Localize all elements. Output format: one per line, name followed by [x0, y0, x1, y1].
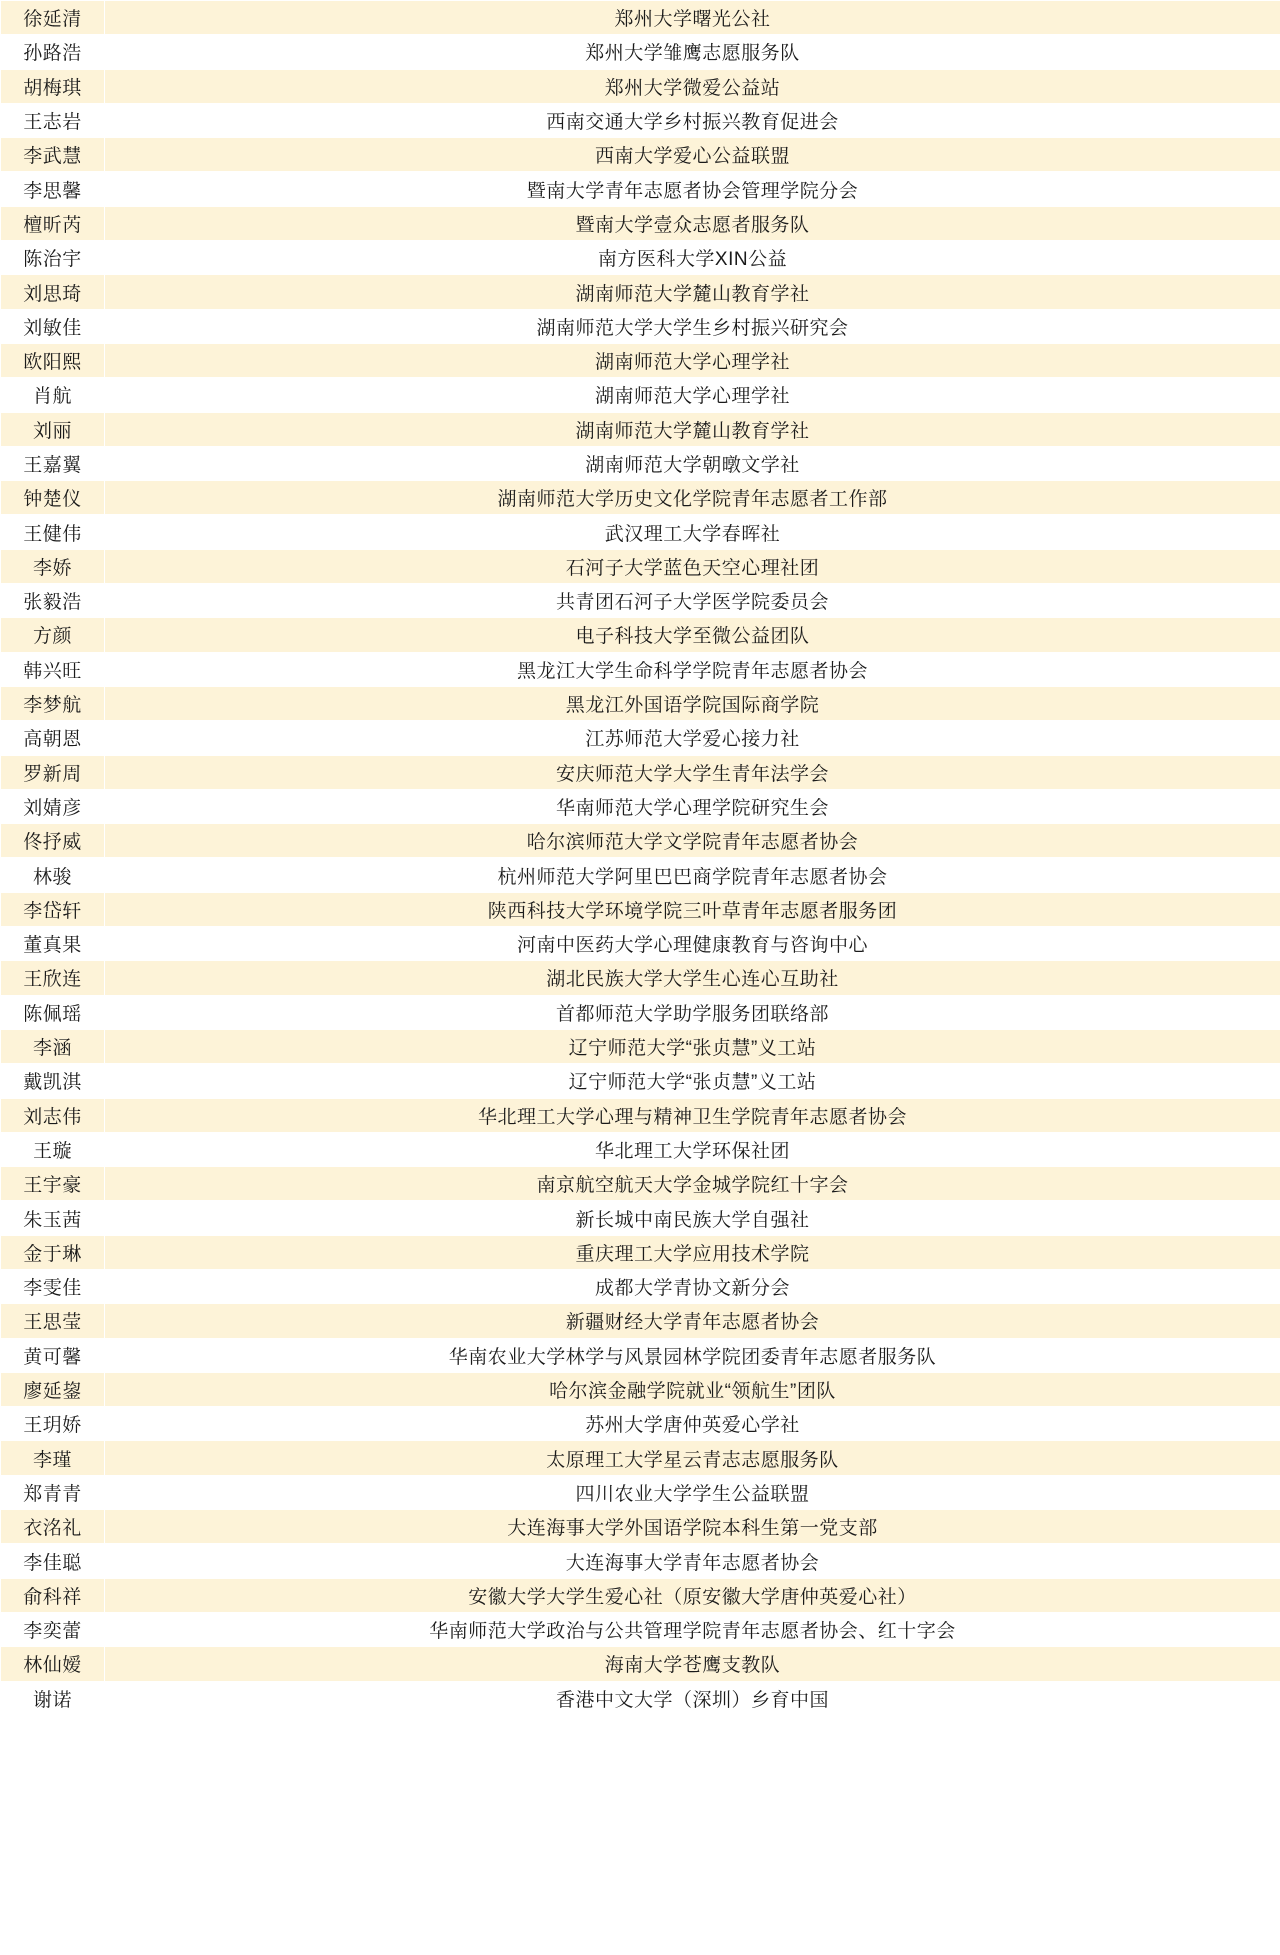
table-row — [1, 241, 1280, 275]
table-row — [1, 892, 1280, 926]
cell-organization-name: 西南交通大学乡村振兴教育促进会 — [105, 103, 1280, 137]
cell-person-name: 佟抒威 — [1, 824, 105, 858]
cell-person-name: 王玥娇 — [1, 1407, 105, 1441]
cell-person-name: 李娇 — [1, 549, 105, 583]
cell-organization-name: 成都大学青协文新分会 — [105, 1269, 1280, 1303]
table-row — [1, 1338, 1280, 1372]
cell-person-name: 郑青青 — [1, 1475, 105, 1509]
cell-person-name: 谢诺 — [1, 1681, 105, 1715]
table-row — [1, 618, 1280, 652]
cell-organization-name: 西南大学爱心公益联盟 — [105, 138, 1280, 172]
table-row — [1, 995, 1280, 1029]
cell-person-name: 钟楚仪 — [1, 481, 105, 515]
cell-person-name: 陈佩瑶 — [1, 995, 105, 1029]
table-row — [1, 103, 1280, 137]
cell-organization-name: 香港中文大学（深圳）乡育中国 — [105, 1681, 1280, 1715]
table-row — [1, 1647, 1280, 1681]
table-row — [1, 858, 1280, 892]
table-row — [1, 275, 1280, 309]
cell-person-name: 董真果 — [1, 927, 105, 961]
table-row — [1, 1098, 1280, 1132]
table-row — [1, 138, 1280, 172]
cell-organization-name: 江苏师范大学爱心接力社 — [105, 721, 1280, 755]
cell-person-name: 徐延清 — [1, 1, 105, 35]
cell-organization-name: 哈尔滨师范大学文学院青年志愿者协会 — [105, 824, 1280, 858]
cell-organization-name: 重庆理工大学应用技术学院 — [105, 1235, 1280, 1269]
cell-person-name: 林骏 — [1, 858, 105, 892]
cell-person-name: 韩兴旺 — [1, 652, 105, 686]
table-row — [1, 1029, 1280, 1063]
table-row — [1, 1372, 1280, 1406]
cell-person-name: 刘丽 — [1, 412, 105, 446]
cell-organization-name: 辽宁师范大学“张贞慧”义工站 — [105, 1064, 1280, 1098]
cell-organization-name: 哈尔滨金融学院就业“领航生”团队 — [105, 1372, 1280, 1406]
cell-person-name: 李梦航 — [1, 686, 105, 720]
cell-person-name: 李思馨 — [1, 172, 105, 206]
cell-person-name: 衣洺礼 — [1, 1510, 105, 1544]
table-row — [1, 721, 1280, 755]
cell-organization-name: 黑龙江外国语学院国际商学院 — [105, 686, 1280, 720]
cell-organization-name: 华南师范大学心理学院研究生会 — [105, 789, 1280, 823]
table-row — [1, 35, 1280, 69]
cell-person-name: 胡梅琪 — [1, 69, 105, 103]
table-row — [1, 1235, 1280, 1269]
table-row — [1, 309, 1280, 343]
cell-person-name: 金于琳 — [1, 1235, 105, 1269]
cell-organization-name: 共青团石河子大学医学院委员会 — [105, 584, 1280, 618]
cell-organization-name: 湖南师范大学大学生乡村振兴研究会 — [105, 309, 1280, 343]
table-row — [1, 481, 1280, 515]
cell-organization-name: 湖南师范大学麓山教育学社 — [105, 275, 1280, 309]
cell-organization-name: 石河子大学蓝色天空心理社团 — [105, 549, 1280, 583]
cell-person-name: 刘志伟 — [1, 1098, 105, 1132]
table-row — [1, 1167, 1280, 1201]
cell-organization-name: 湖南师范大学心理学社 — [105, 378, 1280, 412]
table-row — [1, 1269, 1280, 1303]
table-row — [1, 1681, 1280, 1715]
table-row — [1, 1132, 1280, 1166]
table-row — [1, 343, 1280, 377]
cell-person-name: 刘敏佳 — [1, 309, 105, 343]
table-row — [1, 1, 1280, 35]
cell-person-name: 张毅浩 — [1, 584, 105, 618]
cell-organization-name: 湖南师范大学朝暾文学社 — [105, 446, 1280, 480]
cell-organization-name: 新长城中南民族大学自强社 — [105, 1201, 1280, 1235]
cell-organization-name: 华北理工大学心理与精神卫生学院青年志愿者协会 — [105, 1098, 1280, 1132]
cell-person-name: 刘思琦 — [1, 275, 105, 309]
table-row — [1, 584, 1280, 618]
table-row — [1, 755, 1280, 789]
table-row — [1, 686, 1280, 720]
table-row — [1, 961, 1280, 995]
cell-person-name: 王健伟 — [1, 515, 105, 549]
table-row — [1, 824, 1280, 858]
table-row — [1, 172, 1280, 206]
cell-organization-name: 首都师范大学助学服务团联络部 — [105, 995, 1280, 1029]
cell-organization-name: 郑州大学曙光公社 — [105, 1, 1280, 35]
table-row — [1, 206, 1280, 240]
table-row — [1, 1544, 1280, 1578]
table-row — [1, 378, 1280, 412]
cell-organization-name: 新疆财经大学青年志愿者协会 — [105, 1304, 1280, 1338]
cell-organization-name: 南京航空航天大学金城学院红十字会 — [105, 1167, 1280, 1201]
table-row — [1, 1304, 1280, 1338]
cell-person-name: 李瑾 — [1, 1441, 105, 1475]
cell-person-name: 李佳聪 — [1, 1544, 105, 1578]
table-row — [1, 412, 1280, 446]
cell-person-name: 陈治宇 — [1, 241, 105, 275]
cell-organization-name: 安徽大学大学生爱心社（原安徽大学唐仲英爱心社） — [105, 1578, 1280, 1612]
cell-organization-name: 湖南师范大学心理学社 — [105, 343, 1280, 377]
cell-person-name: 高朝恩 — [1, 721, 105, 755]
cell-person-name: 方颜 — [1, 618, 105, 652]
cell-person-name: 朱玉茜 — [1, 1201, 105, 1235]
roster-table-body — [1, 1, 1280, 1716]
cell-person-name: 欧阳熙 — [1, 343, 105, 377]
table-row — [1, 1201, 1280, 1235]
table-row — [1, 69, 1280, 103]
cell-organization-name: 华南师范大学政治与公共管理学院青年志愿者协会、红十字会 — [105, 1612, 1280, 1646]
cell-person-name: 孙路浩 — [1, 35, 105, 69]
cell-person-name: 刘婧彦 — [1, 789, 105, 823]
table-row — [1, 1441, 1280, 1475]
cell-person-name: 王思莹 — [1, 1304, 105, 1338]
cell-person-name: 肖航 — [1, 378, 105, 412]
cell-organization-name: 郑州大学雏鹰志愿服务队 — [105, 35, 1280, 69]
cell-person-name: 俞科祥 — [1, 1578, 105, 1612]
table-row — [1, 515, 1280, 549]
cell-person-name: 王欣连 — [1, 961, 105, 995]
cell-person-name: 廖延鋆 — [1, 1372, 105, 1406]
cell-organization-name: 辽宁师范大学“张贞慧”义工站 — [105, 1029, 1280, 1063]
cell-organization-name: 湖北民族大学大学生心连心互助社 — [105, 961, 1280, 995]
cell-person-name: 王璇 — [1, 1132, 105, 1166]
cell-person-name: 王嘉翼 — [1, 446, 105, 480]
table-row — [1, 1612, 1280, 1646]
cell-person-name: 黄可馨 — [1, 1338, 105, 1372]
cell-organization-name: 黑龙江大学生命科学学院青年志愿者协会 — [105, 652, 1280, 686]
cell-organization-name: 武汉理工大学春晖社 — [105, 515, 1280, 549]
cell-organization-name: 南方医科大学XIN公益 — [105, 241, 1280, 275]
cell-organization-name: 华北理工大学环保社团 — [105, 1132, 1280, 1166]
table-row — [1, 549, 1280, 583]
cell-person-name: 王宇豪 — [1, 1167, 105, 1201]
cell-person-name: 林仙嫒 — [1, 1647, 105, 1681]
cell-person-name: 戴凯淇 — [1, 1064, 105, 1098]
cell-person-name: 李武慧 — [1, 138, 105, 172]
table-row — [1, 652, 1280, 686]
cell-organization-name: 陕西科技大学环境学院三叶草青年志愿者服务团 — [105, 892, 1280, 926]
cell-organization-name: 暨南大学青年志愿者协会管理学院分会 — [105, 172, 1280, 206]
table-row — [1, 789, 1280, 823]
cell-organization-name: 电子科技大学至微公益团队 — [105, 618, 1280, 652]
cell-person-name: 王志岩 — [1, 103, 105, 137]
table-row — [1, 1064, 1280, 1098]
cell-organization-name: 暨南大学壹众志愿者服务队 — [105, 206, 1280, 240]
table-row — [1, 446, 1280, 480]
cell-person-name: 罗新周 — [1, 755, 105, 789]
cell-person-name: 檀昕芮 — [1, 206, 105, 240]
table-row — [1, 1578, 1280, 1612]
cell-organization-name: 海南大学苍鹰支教队 — [105, 1647, 1280, 1681]
cell-organization-name: 大连海事大学外国语学院本科生第一党支部 — [105, 1510, 1280, 1544]
cell-person-name: 李奕蕾 — [1, 1612, 105, 1646]
table-row — [1, 927, 1280, 961]
cell-organization-name: 河南中医药大学心理健康教育与咨询中心 — [105, 927, 1280, 961]
cell-organization-name: 苏州大学唐仲英爱心学社 — [105, 1407, 1280, 1441]
cell-organization-name: 杭州师范大学阿里巴巴商学院青年志愿者协会 — [105, 858, 1280, 892]
cell-organization-name: 安庆师范大学大学生青年法学会 — [105, 755, 1280, 789]
cell-person-name: 李岱轩 — [1, 892, 105, 926]
cell-organization-name: 华南农业大学林学与风景园林学院团委青年志愿者服务队 — [105, 1338, 1280, 1372]
cell-person-name: 李雯佳 — [1, 1269, 105, 1303]
table-row — [1, 1475, 1280, 1509]
cell-organization-name: 郑州大学微爱公益站 — [105, 69, 1280, 103]
cell-organization-name: 湖南师范大学历史文化学院青年志愿者工作部 — [105, 481, 1280, 515]
table-row — [1, 1510, 1280, 1544]
cell-organization-name: 湖南师范大学麓山教育学社 — [105, 412, 1280, 446]
cell-person-name: 李涵 — [1, 1029, 105, 1063]
table-row — [1, 1407, 1280, 1441]
cell-organization-name: 太原理工大学星云青志志愿服务队 — [105, 1441, 1280, 1475]
cell-organization-name: 大连海事大学青年志愿者协会 — [105, 1544, 1280, 1578]
cell-organization-name: 四川农业大学学生公益联盟 — [105, 1475, 1280, 1509]
